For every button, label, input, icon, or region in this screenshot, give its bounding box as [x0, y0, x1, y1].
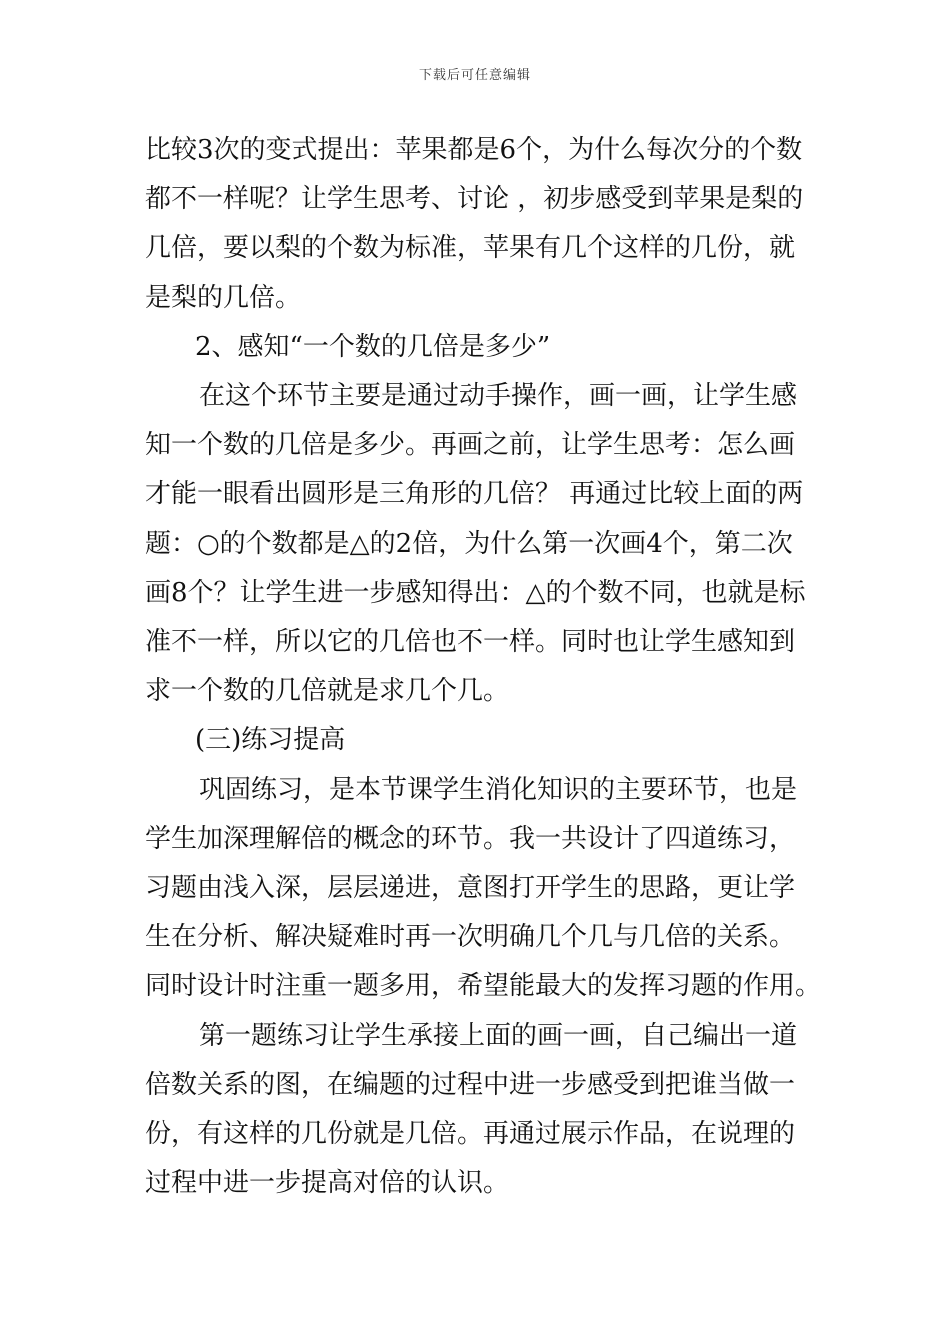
paragraph-1	[145, 126, 810, 323]
page-header: 下载后可任意编辑	[418, 68, 531, 83]
text-line: 第一题练习让学生承接上面的画一画，自己编出一道	[199, 1020, 798, 1051]
paragraph-2	[145, 372, 810, 716]
text-line: 知一个数的几倍是多少。再画之前，让学生思考：怎么画	[145, 430, 796, 461]
text-line: 几倍，要以梨的个数为标准，苹果有几个这样的几份，就	[145, 233, 796, 264]
text-line: 是梨的几倍。	[145, 282, 302, 313]
text-line: 才能一眼看出圆形是三角形的几倍？ 再通过比较上面的两	[145, 479, 804, 510]
text-line: 生在分析、解决疑难时再一次明确几个几与几倍的关系。	[145, 922, 796, 953]
heading-line: 2、感知“一个数的几倍是多少”	[195, 331, 551, 362]
text-line: 习题由浅入深，层层递进，意图打开学生的思路，更让学	[145, 873, 796, 904]
paragraph-4	[145, 1012, 810, 1209]
heading-line: (三)练习提高	[195, 725, 346, 756]
text-line: 在这个环节主要是通过动手操作，画一画，让学生感	[199, 381, 798, 412]
text-line: 过程中进一步提高对倍的认识。	[145, 1168, 510, 1199]
text-line: 比较3次的变式提出：苹果都是6个，为什么每次分的个数	[145, 135, 803, 165]
text-line: 同时设计时注重一题多用，希望能最大的发挥习题的作用。	[145, 971, 822, 1002]
paragraph-3	[145, 766, 822, 1012]
text-line: 都不一样呢？让学生思考、讨论 ，初步感受到苹果是梨的	[145, 184, 804, 215]
section-heading-3	[145, 716, 810, 765]
text-line: 巩固练习，是本节课学生消化知识的主要环节，也是	[199, 774, 798, 805]
text-line: 准不一样，所以它的几倍也不一样。同时也让学生感知到	[145, 627, 796, 658]
text-line: 画8个？让学生进一步感知得出：△的个数不同，也就是标	[145, 577, 806, 608]
text-line: 题：○的个数都是△的2倍，为什么第一次画4个，第二次	[145, 528, 793, 559]
document-body	[145, 126, 822, 1208]
text-line: 倍数关系的图，在编题的过程中进一步感受到把谁当做一	[145, 1069, 796, 1100]
text-line: 份，有这样的几份就是几倍。再通过展示作品，在说理的	[145, 1119, 796, 1150]
section-heading-2	[145, 323, 810, 372]
text-line: 求一个数的几倍就是求几个几。	[145, 676, 510, 707]
text-line: 学生加深理解倍的概念的环节。我一共设计了四道练习，	[145, 823, 796, 854]
